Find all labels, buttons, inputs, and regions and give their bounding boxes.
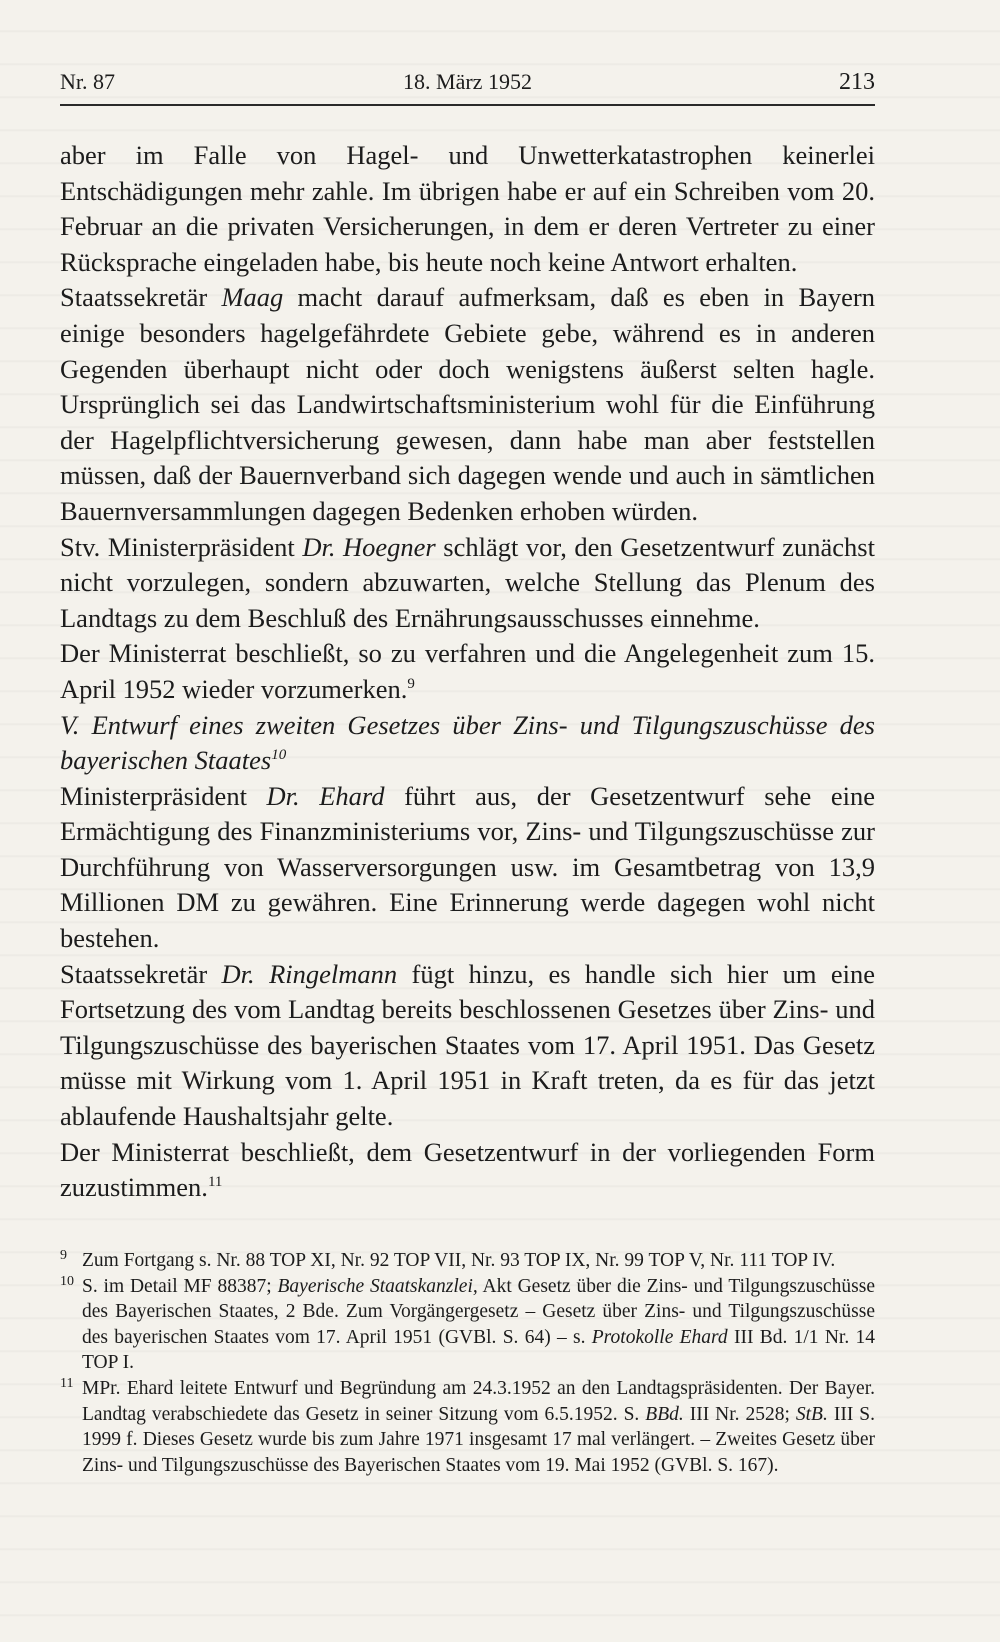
speaker-name: Maag bbox=[221, 282, 284, 313]
paragraph-4 bbox=[60, 636, 875, 707]
footnote-source-name: StB. bbox=[795, 1403, 828, 1425]
header-rule bbox=[60, 104, 875, 106]
footnote-text: MPr. Ehard leitete Entwurf und Begründung am 24.3.1952 an den Landtagspräsidenten. Der Bayer. Landtag verabschiedete das Gesetz in seiner Sitzung vom 6.5.1952. S. bbox=[82, 1377, 875, 1425]
page-number: 213 bbox=[839, 69, 875, 95]
footnote-source-name: Bayerische Staatskanzlei, bbox=[277, 1275, 478, 1297]
speaker-name: Dr. Ehard bbox=[266, 780, 385, 811]
running-head bbox=[60, 68, 875, 96]
footnote-source-name: BBd. bbox=[645, 1403, 684, 1425]
footnote-text: Akt Gesetz über die Zins- und Tilgungszuschüsse des Bayerischen Staates, 2 Bde. Zum Vorgängergesetz – Gesetz über Zins- und Tilgungszuschüsse des bayerischen Staates vom 17. April 1951 (GVBl. S. 64) – s. bbox=[82, 1275, 875, 1348]
paragraph-4-text: Der Ministerrat beschließt, so zu verfahren und die Angelegenheit zum 15. April 1952 wieder vorzumerken. bbox=[60, 638, 875, 704]
paragraph-6-text: fügt hinzu, es handle sich hier um eine Fortsetzung des vom Landtag bereits beschlossenen Gesetzes über Zins- und Tilgungszuschüsse des bayerischen Staates vom 17. April 1951. Das Gesetz müsse mit Wirkung vom 1. April 1951 in Kraft treten, da es für das jetzt ablaufende Haushaltsjahr gelte. bbox=[60, 958, 875, 1132]
speaker-name: Dr. Ringelmann bbox=[221, 958, 398, 989]
book-page bbox=[60, 0, 875, 1642]
paragraph-2-text: macht darauf aufmerksam, daß es eben in Bayern einige besonders hagelgefährdete Gebiete gebe, während es in anderen Gegenden überhaupt nicht oder doch wenigstens äußerst selten hagle. Ursprünglich sei das Landwirtschaftsministerium wohl für die Einführung der Hagelpflichtversicherung gewesen, dann habe man aber feststellen müssen, daß der Bauernverband sich dagegen wende und auch in sämtlichen Bauernversammlungen dagegen Bedenken erhoben würden. bbox=[60, 282, 875, 526]
speaker-title: Staatssekretär bbox=[60, 958, 222, 989]
footnote-mark: 10 bbox=[60, 1273, 74, 1289]
footnote-ref-10: 10 bbox=[271, 747, 287, 764]
footnote-text: III Nr. 2528; bbox=[683, 1403, 796, 1425]
speaker-name: Dr. Hoegner bbox=[302, 531, 436, 562]
paragraph-1 bbox=[60, 138, 875, 280]
footnotes bbox=[60, 1248, 875, 1478]
paragraph-7-text: Der Ministerrat beschließt, dem Gesetzentwurf in der vorliegenden Form zuzustimmen. bbox=[60, 1136, 875, 1203]
footnote-ref-11: 11 bbox=[207, 1174, 223, 1191]
paragraph-1-text: aber im Falle von Hagel- und Unwetterkatastrophen keinerlei Entschädigungen mehr zahle. Im übrigen habe er auf ein Schreiben vom 20. Februar an die privaten Versicherungen, in dem er deren Vertreter zu einer Rücksprache eingeladen habe, bis heute noch keine Antwort erhalten. bbox=[60, 140, 875, 277]
session-date: 18. März 1952 bbox=[403, 69, 532, 94]
paragraph-2 bbox=[60, 280, 875, 529]
footnote-mark: 11 bbox=[60, 1375, 74, 1391]
section-heading bbox=[60, 708, 875, 779]
paragraph-5-text: führt aus, der Gesetzentwurf sehe eine Ermächtigung des Finanzministeriums vor, Zins- und Tilgungszuschüsse zur Durchführung von Wasserversorgungen usw. im Gesamtbetrag von 13,9 Millionen DM zu gewähren. Eine Erinnerung werde dagegen wohl nicht bestehen. bbox=[60, 780, 875, 954]
footnote-text: S. im Detail MF 88387; bbox=[82, 1275, 278, 1297]
section-heading-text: V. Entwurf eines zweiten Gesetzes über Zins- und Tilgungszuschüsse des bayerischen Staates bbox=[60, 709, 875, 776]
paragraph-3 bbox=[60, 530, 875, 637]
footnote-text: Zum Fortgang s. Nr. 88 TOP XI, Nr. 92 TOP VII, Nr. 93 TOP IX, Nr. 99 TOP V, Nr. 111 TOP IV. bbox=[82, 1250, 836, 1271]
footnote-ref-9: 9 bbox=[407, 676, 415, 693]
speaker-title: Ministerpräsident bbox=[60, 780, 267, 811]
footnote-source-name: Protokolle Ehard bbox=[591, 1326, 728, 1348]
paragraph-3-text: schlägt vor, den Gesetzentwurf zunächst nicht vorzulegen, sondern abzuwarten, welche Stellung das Plenum des Landtags zu dem Beschluß des Ernährungsausschusses einnehme. bbox=[60, 531, 875, 633]
footnote-9 bbox=[60, 1248, 875, 1274]
paragraph-5 bbox=[60, 779, 875, 957]
document-number: Nr. 87 bbox=[60, 69, 115, 94]
footnote-mark: 9 bbox=[60, 1248, 67, 1263]
speaker-title: Stv. Ministerpräsident bbox=[60, 531, 303, 562]
footnote-11 bbox=[60, 1376, 875, 1478]
speaker-title: Staatssekretär bbox=[60, 282, 222, 313]
footnote-10 bbox=[60, 1274, 875, 1376]
footnote-text: III S. 1999 f. Dieses Gesetz wurde bis zum Jahre 1971 insgesamt 17 mal verlängert. – Zweites Gesetz über Zins- und Tilgungszuschüsse des Bayerischen Staates vom 19. Mai 1952 (GVBl. S. 167). bbox=[82, 1403, 875, 1476]
paragraph-7 bbox=[60, 1135, 875, 1206]
body-text bbox=[60, 138, 875, 1206]
paragraph-6 bbox=[60, 957, 875, 1135]
footnote-text: III Bd. 1/1 Nr. 14 TOP I. bbox=[82, 1326, 875, 1374]
